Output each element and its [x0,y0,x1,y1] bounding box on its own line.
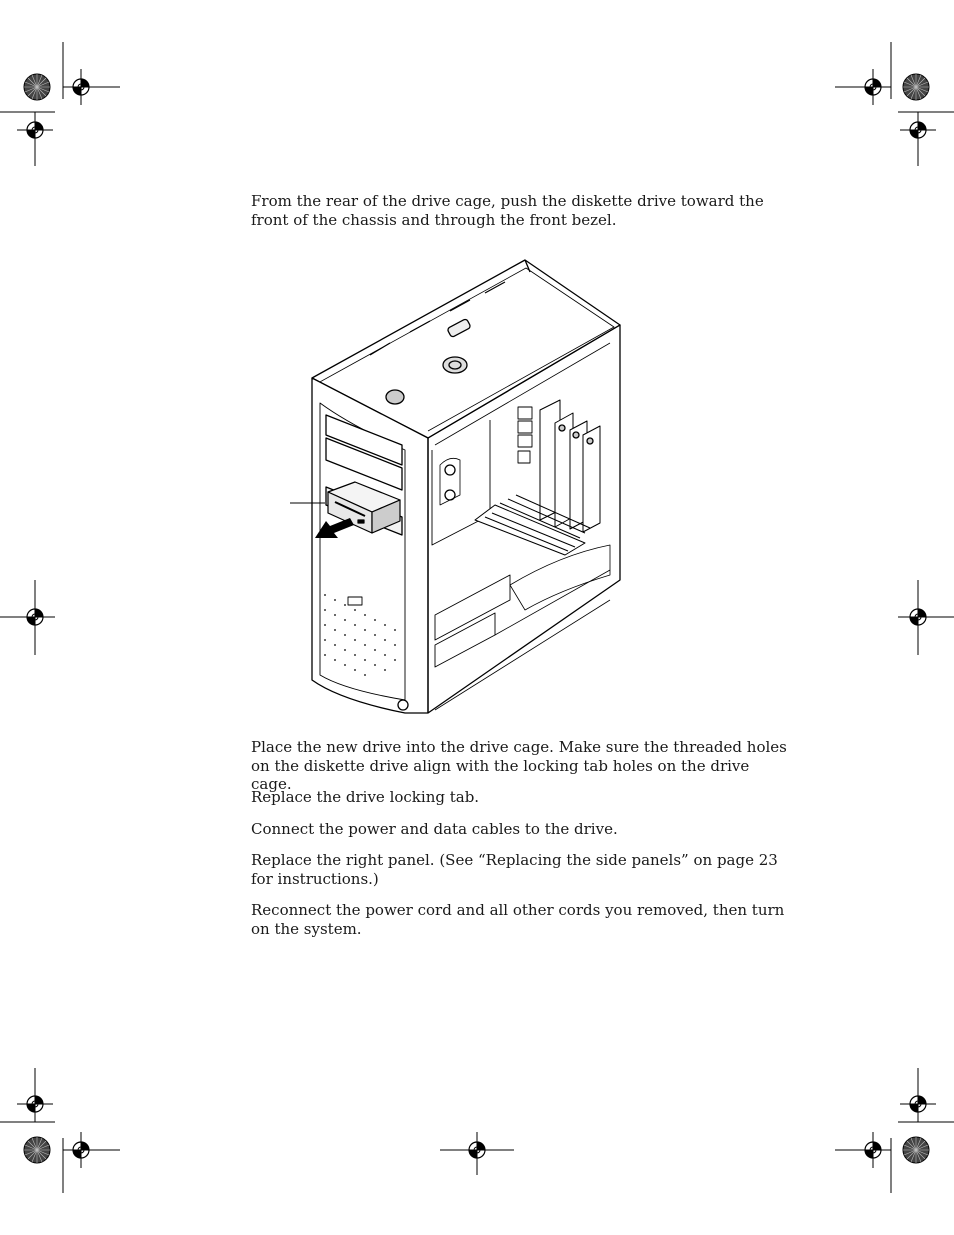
right-middle-mark [898,580,954,655]
bottom-center-mark [440,1132,514,1175]
left-middle-mark [0,580,55,655]
instruction-push-drive: From the rear of the drive cage, push the diskette drive toward the front of the chassis and through the front bezel. [251,192,764,229]
bottom-left-marks [0,1068,120,1193]
bottom-right-marks [835,1068,954,1193]
instruction-reconnect-power: Reconnect the power cord and all other cords you removed, then turn on the system. [251,901,785,938]
top-left-marks [0,42,120,166]
instruction-place-drive: Place the new drive into the drive cage. Make sure the threaded holes on the diskette drive align with the locking tab holes on the drive cage. [251,738,787,793]
chassis-illustration [280,255,630,720]
instruction-replace-panel: Replace the right panel. (See “Replacing the side panels” on page 23 for instructions.) [251,851,778,888]
instruction-replace-tab: Replace the drive locking tab. [251,788,480,806]
top-right-marks [835,42,954,166]
instruction-connect-cables: Connect the power and data cables to the drive. [251,820,618,838]
